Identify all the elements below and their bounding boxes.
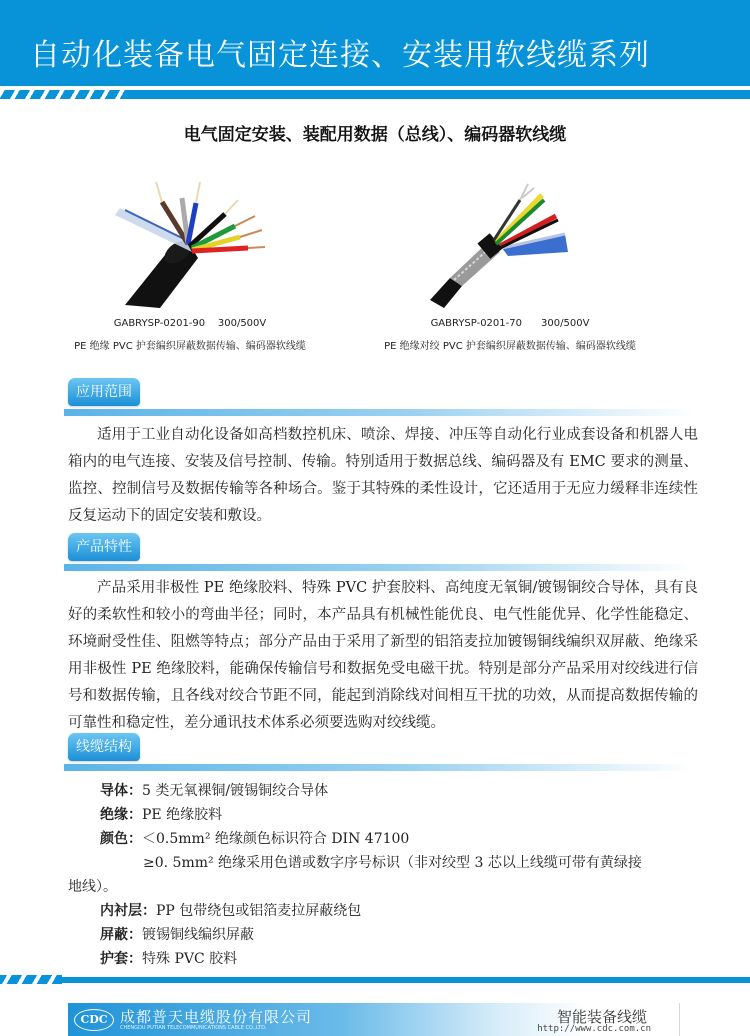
structure-spec-list xyxy=(68,779,698,971)
spec-key: 导体： xyxy=(100,783,142,799)
section-tab-structure: 线缆结构 xyxy=(68,733,140,761)
stripe-line xyxy=(130,90,750,99)
spec-key: 屏蔽： xyxy=(100,927,142,943)
cable-image-2 xyxy=(410,170,610,310)
page-title: 自动化装备电气固定连接、安装用软线缆系列 xyxy=(30,38,650,73)
website-link[interactable]: http://www.cdc.com.cn xyxy=(537,1024,651,1034)
product-card-2 xyxy=(360,170,660,352)
spec-row-inner-layer xyxy=(68,899,698,923)
spec-value: 5 类无氧裸铜/镀锡铜绞合导体 xyxy=(142,783,329,799)
spec-key: 内衬层： xyxy=(100,903,156,919)
spec-color-continuation: ≥0. 5mm² 绝缘采用色谱或数字序号标识（非对绞型 3 芯以上线缆可带有黄绿接 xyxy=(143,855,642,871)
spec-key: 颜色： xyxy=(100,831,142,847)
application-paragraph: 适用于工业自动化设备如高档数控机床、喷涂、焊接、冲压等自动化行业成套设备和机器人电箱内的电气连接、安装及信号控制、传输。特别适用于数据总线、编码器及有 EMC 要求的测量、监控、控制信号及数据传输等各种场合。鉴于其特殊的柔性设计，它还适用于无应力缓释非连续性反复运动下的固定安装和敷设。 xyxy=(68,427,698,524)
header-banner xyxy=(0,0,750,86)
spec-key: 护套： xyxy=(100,951,142,967)
stripe-line xyxy=(62,977,750,983)
section-header-features xyxy=(68,533,748,573)
section-divider xyxy=(64,409,694,416)
section-divider xyxy=(64,564,694,571)
section-divider xyxy=(64,764,694,771)
spec-value: ＜0.5mm² 绝缘颜色标识符合 DIN 47100 xyxy=(142,831,410,847)
cable-image-1 xyxy=(90,170,290,310)
section-tab-application: 应用范围 xyxy=(68,378,140,406)
spec-value: 镀锡铜线编织屏蔽 xyxy=(142,927,254,943)
spec-value: PP 包带绕包或铝箔麦拉屏蔽绕包 xyxy=(156,903,362,919)
footer-company-banner xyxy=(68,1003,680,1036)
spec-row-conductor xyxy=(68,779,698,803)
product-card-1 xyxy=(40,170,340,352)
spec-row-insulation xyxy=(68,803,698,827)
spec-row-color xyxy=(68,827,698,851)
features-paragraph: 产品采用非极性 PE 绝缘胶料、特殊 PVC 护套胶料、高纯度无氧铜/镀锡铜绞合导体，具有良好的柔软性和较小的弯曲半径；同时，本产品具有机械性能优良、电气性能优异、化学性能稳定、环境耐受性佳、阻燃等特点；部分产品由于采用了新型的铝箔麦拉加镀锡铜线编织双屏蔽、绝缘采用非极性 PE 绝缘胶料，能确保传输信号和数据免受电磁干扰。特别是部分产品采用对绞线进行信号和数据传输，且各线对绞合节距不同，能起到消除线对间相互干扰的功效，从而提高数据传输的可靠性和稳定性，差分通讯技术体系必须要选购对绞线缆。 xyxy=(68,580,698,731)
company-name-cn: 成都普天电缆股份有限公司 xyxy=(120,1008,313,1026)
product-description-1: PE 绝缘 PVC 护套编织屏蔽数据传输、编码器软线缆 xyxy=(74,341,306,352)
footer-stripe-divider xyxy=(0,975,750,984)
section-tab-features: 产品特性 xyxy=(68,533,140,561)
product-model-1: GABRYSP-0201-90 300/500V xyxy=(113,318,267,329)
company-name-en: CHENGDU PUTIAN TELECOMMUNICATIONS CABLE CO.,LTD. xyxy=(120,1025,267,1031)
spec-color-wrap: 地线）。 xyxy=(68,879,117,895)
section-header-application xyxy=(68,378,748,418)
spec-row-sheath xyxy=(68,947,698,971)
spec-value: PE 绝缘胶料 xyxy=(142,807,223,823)
spec-row-shield xyxy=(68,923,698,947)
cdc-logo: CDC xyxy=(74,1009,114,1031)
spec-key: 绝缘： xyxy=(100,807,142,823)
slogan: 智能装备线缆 xyxy=(556,1008,647,1026)
section-header-structure xyxy=(68,733,748,773)
spec-value: 特殊 PVC 胶料 xyxy=(142,951,238,967)
hatch-decoration xyxy=(0,90,130,99)
product-model-2: GABRYSP-0201-70 300/500V xyxy=(430,318,590,329)
header-stripe-divider xyxy=(0,90,750,99)
hatch-decoration xyxy=(0,975,62,984)
product-description-2: PE 绝缘对绞 PVC 护套编织屏蔽数据传输、编码器软线缆 xyxy=(384,341,636,352)
product-subtitle: 电气固定安装、装配用数据（总线）、编码器软线缆 xyxy=(183,125,567,145)
